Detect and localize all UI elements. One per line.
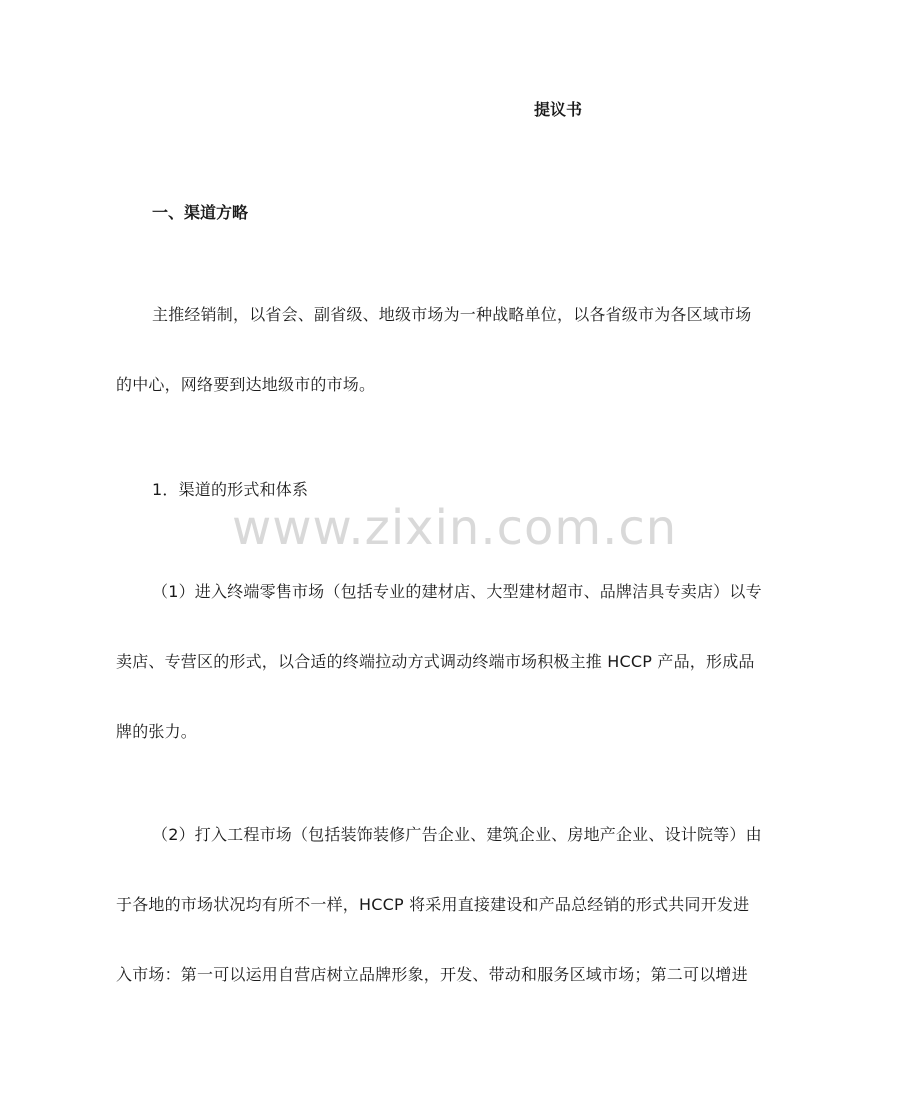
subheading-channel-form: 1．渠道的形式和体系	[152, 480, 309, 499]
paragraph-2-line-1: （1）进入终端零售市场（包括专业的建材店、大型建材超市、品牌洁具专卖店）以专	[152, 582, 762, 601]
paragraph-3-line-1: （2）打入工程市场（包括装饰装修广告企业、建筑企业、房地产企业、设计院等）由	[152, 825, 762, 844]
watermark: www.zixin.com.cn	[232, 500, 678, 556]
paragraph-2-line-2: 卖店、专营区的形式，以合适的终端拉动方式调动终端市场积极主推 HCCP 产品，形成品	[116, 652, 755, 671]
paragraph-3-line-3: 入市场：第一可以运用自营店树立品牌形象，开发、带动和服务区域市场；第二可以增进	[116, 965, 748, 984]
paragraph-1-line-1: 主推经销制，以省会、副省级、地级市场为一种战略单位，以各省级市为各区域市场	[152, 305, 752, 324]
paragraph-3-line-2: 于各地的市场状况均有所不一样，HCCP 将采用直接建设和产品总经销的形式共同开发进	[116, 895, 750, 914]
paragraph-2-line-3: 牌的张力。	[116, 722, 198, 741]
paragraph-1-line-2: 的中心，网络要到达地级市的市场。	[116, 375, 376, 394]
section-heading: 一、渠道方略	[152, 203, 249, 222]
document-title: 提议书	[534, 100, 583, 119]
